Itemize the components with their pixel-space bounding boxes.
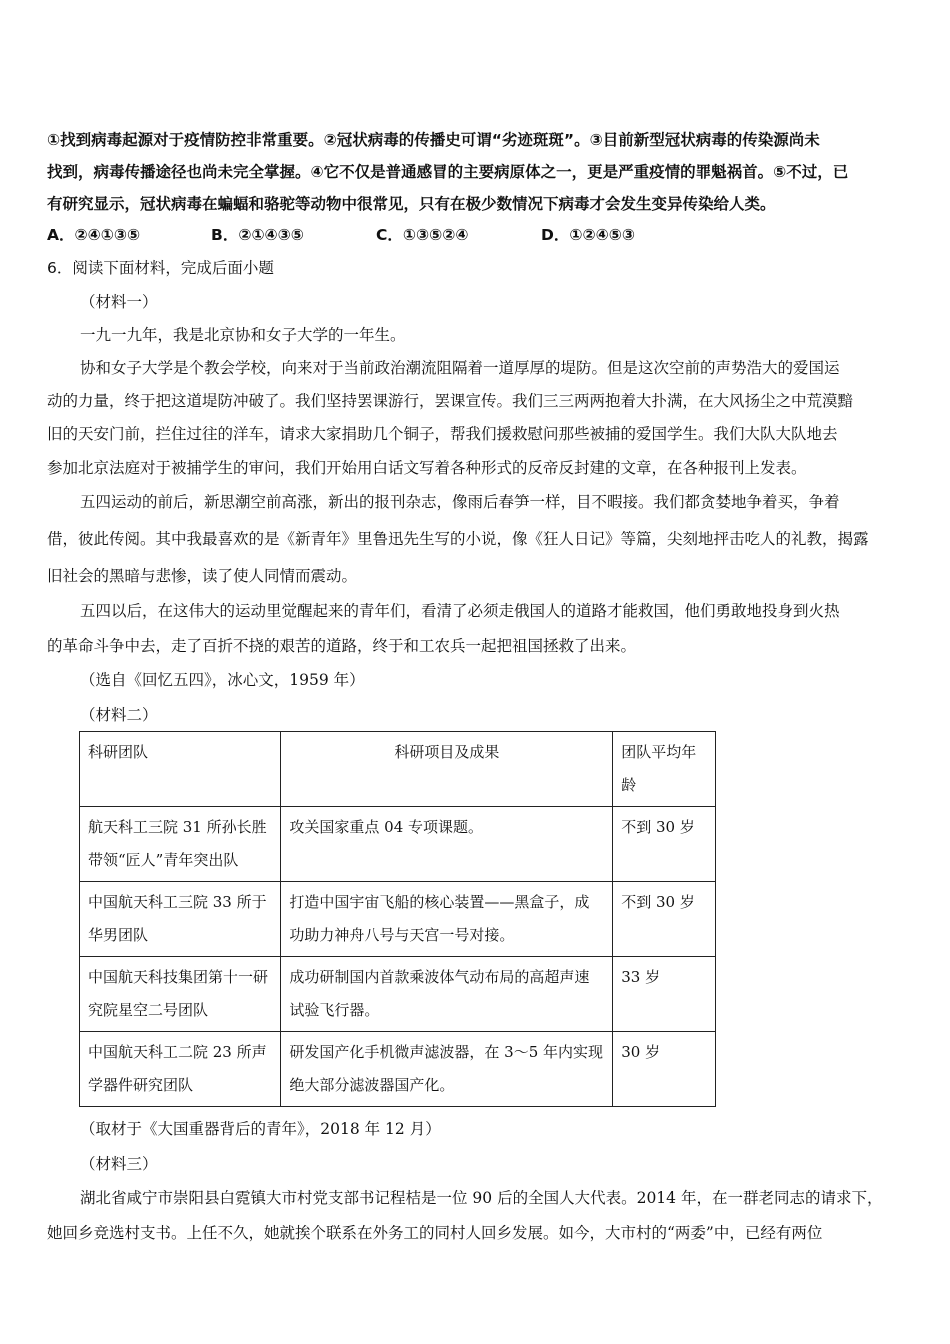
header-project: 科研项目及成果	[281, 732, 613, 807]
team-cell: 中国航天科技集团第十一研究院星空二号团队	[80, 957, 281, 1032]
team-cell: 中国航天科工三院 33 所于华男团队	[80, 882, 281, 957]
age-cell: 33 岁	[613, 957, 716, 1032]
project-cell: 攻关国家重点 04 专项课题。	[281, 807, 613, 882]
team-cell: 航天科工三院 31 所孙长胜带领“匠人”青年突出队	[80, 807, 281, 882]
material2-label: （材料二）	[80, 706, 158, 724]
project-cell: 成功研制国内首款乘波体气动布局的高超声速试验飞行器。	[281, 957, 613, 1032]
material1-para-3-line-1: 五四运动的前后，新思潮空前高涨，新出的报刊杂志，像雨后春笋一样，目不暇接。我们都贪婪地争着买，争着	[80, 493, 840, 511]
table-row	[80, 807, 716, 882]
material3-label: （材料三）	[80, 1155, 158, 1173]
material1-para-4-line-2: 的革命斗争中去，走了百折不挠的艰苦的道路，终于和工农兵一起把祖国拯救了出来。	[47, 637, 637, 655]
q6-stem: 6．阅读下面材料，完成后面小题	[47, 259, 274, 277]
q5-line-3: 有研究显示，冠状病毒在蝙蝠和骆驼等动物中很常见，只有在极少数情况下病毒才会发生变异传染给人类。	[47, 195, 776, 213]
material1-para-2-line-4: 参加北京法庭对于被捕学生的审问，我们开始用白话文写着各种形式的反帝反封建的文章，在各种报刊上发表。	[47, 459, 807, 477]
q5-option-b[interactable]: B．②①④③⑤	[211, 226, 304, 244]
table-row	[80, 1032, 716, 1107]
research-teams-table	[79, 731, 716, 1107]
age-cell: 30 岁	[613, 1032, 716, 1107]
material1-para-3-line-3: 旧社会的黑暗与悲惨，读了使人同情而震动。	[47, 567, 358, 585]
material1-para-2-line-2: 动的力量，终于把这道堤防冲破了。我们坚持罢课游行，罢课宣传。我们三三两两抱着大扑满，在大风扬尘之中荒漠黯	[47, 392, 854, 410]
table-header-row	[80, 732, 716, 807]
table-row	[80, 882, 716, 957]
q5-option-d[interactable]: D．①②④⑤③	[541, 226, 635, 244]
material2-source: （取材于《大国重器背后的青年》，2018 年 12 月）	[80, 1120, 441, 1138]
material3-line-2: 她回乡竞选村支书。上任不久，她就挨个联系在外务工的同村人回乡发展。如今，大市村的“两委”中，已经有两位	[47, 1224, 823, 1242]
header-age: 团队平均年龄	[613, 732, 716, 807]
age-cell: 不到 30 岁	[613, 882, 716, 957]
material1-para-2-line-3: 旧的天安门前，拦住过往的洋车，请求大家捐助几个铜子，帮我们援救慰问那些被捕的爱国学生。我们大队大队地去	[47, 425, 838, 443]
q5-option-a[interactable]: A．②④①③⑤	[47, 226, 141, 244]
material3-line-1: 湖北省咸宁市崇阳县白霓镇大市村党支部书记程桔是一位 90 后的全国人大代表。2014 年，在一群老同志的请求下，	[80, 1189, 883, 1207]
project-cell: 研发国产化手机微声滤波器，在 3～5 年内实现绝大部分滤波器国产化。	[281, 1032, 613, 1107]
q5-option-c[interactable]: C．①③⑤②④	[376, 226, 469, 244]
q5-line-1: ①找到病毒起源对于疫情防控非常重要。②冠状病毒的传播史可谓“劣迹斑斑”。③目前新型冠状病毒的传染源尚未	[47, 131, 820, 149]
team-cell: 中国航天科工二院 23 所声学器件研究团队	[80, 1032, 281, 1107]
material1-para-4-line-1: 五四以后，在这伟大的运动里觉醒起来的青年们，看清了必须走俄国人的道路才能救国，他们勇敢地投身到火热	[80, 602, 840, 620]
material1-para-3-line-2: 借，彼此传阅。其中我最喜欢的是《新青年》里鲁迅先生写的小说，像《狂人日记》等篇，尖刻地抨击吃人的礼教，揭露	[47, 530, 869, 548]
age-cell: 不到 30 岁	[613, 807, 716, 882]
q5-line-2: 找到，病毒传播途径也尚未完全掌握。④它不仅是普通感冒的主要病原体之一，更是严重疫情的罪魁祸首。⑤不过，已	[47, 163, 849, 181]
material1-source: （选自《回忆五四》，冰心文，1959 年）	[80, 671, 365, 689]
material1-para-2-line-1: 协和女子大学是个教会学校，向来对于当前政治潮流阻隔着一道厚厚的堤防。但是这次空前的声势浩大的爱国运	[80, 359, 840, 377]
header-team: 科研团队	[80, 732, 281, 807]
material1-para-1: 一九一九年，我是北京协和女子大学的一年生。	[80, 326, 406, 344]
project-cell: 打造中国宇宙飞船的核心装置——黑盒子，成功助力神舟八号与天宫一号对接。	[281, 882, 613, 957]
table-row	[80, 957, 716, 1032]
material1-label: （材料一）	[80, 293, 158, 311]
